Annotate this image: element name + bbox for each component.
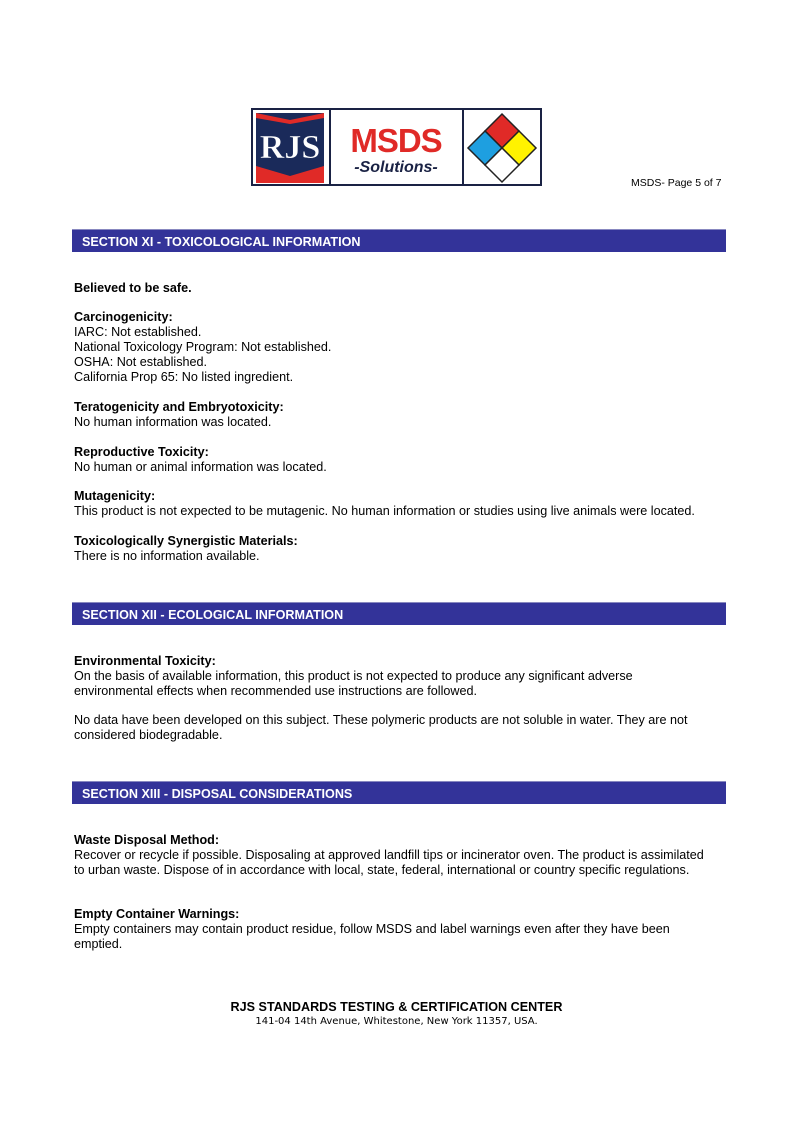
mutagenicity	[74, 489, 754, 519]
heading: Waste Disposal Method:	[74, 833, 220, 847]
text: This product is not expected to be mutagenic. No human information or studies using live animals were located.	[74, 504, 695, 518]
carcinogenicity	[74, 310, 734, 385]
page-number: MSDS- Page 5 of 7	[631, 177, 722, 189]
text: No human information was located.	[74, 415, 272, 429]
intro-text: Believed to be safe.	[74, 281, 192, 295]
heading: Toxicologically Synergistic Materials:	[74, 534, 298, 548]
svg-text:RJS: RJS	[259, 129, 321, 166]
synergistic-materials	[74, 534, 734, 564]
svg-text:-Solutions-: -Solutions-	[353, 159, 438, 176]
heading: Carcinogenicity:	[74, 310, 173, 324]
footer-org: RJS STANDARDS TESTING & CERTIFICATION CENTER	[230, 1000, 563, 1014]
svg-text:MSDS: MSDS	[349, 122, 442, 159]
line: National Toxicology Program: Not established.	[74, 340, 332, 354]
environmental-toxicity	[74, 654, 674, 699]
heading: Mutagenicity:	[74, 489, 156, 503]
text: There is no information available.	[74, 549, 260, 563]
msds-solutions-logo	[331, 110, 464, 184]
reproductive-toxicity	[74, 445, 734, 475]
line: California Prop 65: No listed ingredient.	[74, 370, 294, 384]
text: Recover or recycle if possible. Disposaling at approved landfill tips or incinerator oven. The product is assimilated to urban waste. Dispose of in accordance with local, state, federal, international or country specific regulations.	[74, 848, 704, 877]
waste-disposal	[74, 833, 714, 878]
section-12-header: SECTION XII - ECOLOGICAL INFORMATION	[72, 602, 726, 625]
nfpa-diamond-icon	[464, 110, 540, 184]
text: Empty containers may contain product residue, follow MSDS and label warnings even after they have been emptied.	[74, 922, 670, 951]
ecology-note	[74, 713, 729, 743]
text: No human or animal information was located.	[74, 460, 327, 474]
company-logo	[251, 108, 542, 186]
teratogenicity	[74, 400, 734, 430]
text: On the basis of available information, this product is not expected to produce any significant adverse environmental effects when recommended use instructions are followed.	[74, 669, 633, 698]
empty-container	[74, 907, 704, 952]
heading: Environmental Toxicity:	[74, 654, 216, 668]
heading: Empty Container Warnings:	[74, 907, 240, 921]
heading: Reproductive Toxicity:	[74, 445, 209, 459]
section-11-header: SECTION XI - TOXICOLOGICAL INFORMATION	[72, 229, 726, 252]
footer-address: 141-04 14th Avenue, Whitestone, New York 11357, USA.	[255, 1016, 538, 1027]
rjs-logo	[253, 110, 331, 184]
intro	[74, 281, 734, 296]
line: IARC: Not established.	[74, 325, 202, 339]
text: No data have been developed on this subject. These polymeric products are not soluble in water. They are not considered biodegradable.	[74, 713, 688, 742]
line: OSHA: Not established.	[74, 355, 207, 369]
heading: Teratogenicity and Embryotoxicity:	[74, 400, 284, 414]
section-13-header: SECTION XIII - DISPOSAL CONSIDERATIONS	[72, 781, 726, 804]
